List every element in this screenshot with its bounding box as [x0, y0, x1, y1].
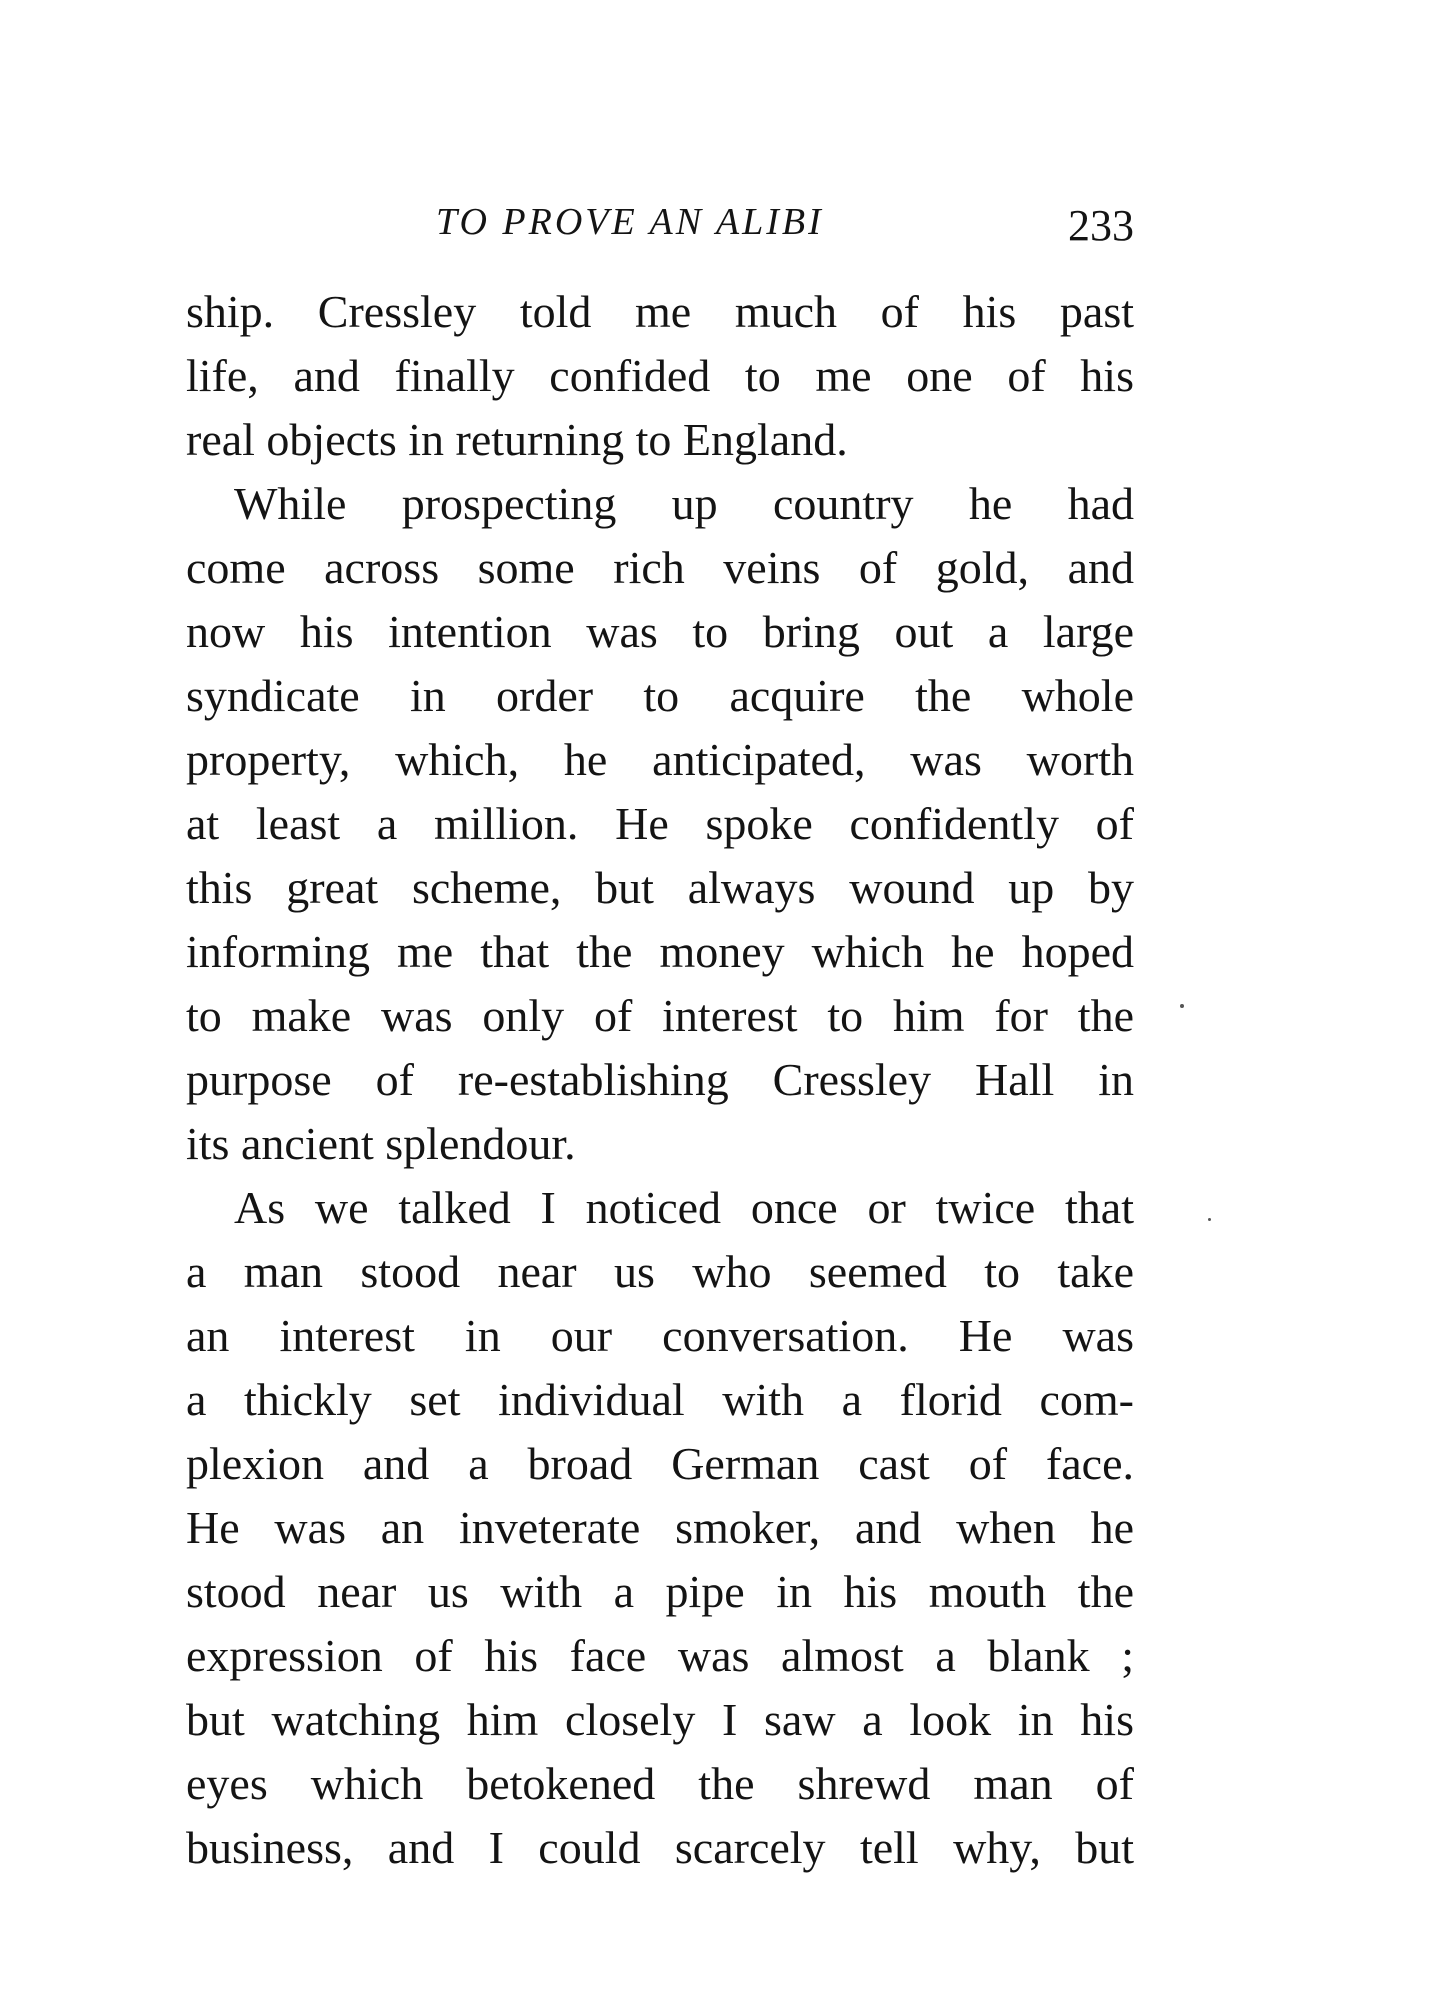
stray-ink-dot	[1208, 1218, 1211, 1221]
page-number: 233	[1068, 201, 1134, 250]
text-line: business, and I could scarcely tell why, but	[186, 1822, 1134, 1873]
text-line: come across some rich veins of gold, and	[186, 542, 1134, 593]
text-line: real objects in returning to England.	[186, 414, 848, 465]
text-line: its ancient splendour.	[186, 1118, 576, 1169]
running-title: TO PROVE AN ALIBI	[436, 201, 824, 243]
text-line: at least a million. He spoke confidently of	[186, 798, 1134, 849]
stray-ink-dot	[1180, 1004, 1184, 1008]
text-line: a man stood near us who seemed to take	[186, 1246, 1134, 1297]
text-line: stood near us with a pipe in his mouth the	[186, 1566, 1134, 1617]
text-line: plexion and a broad German cast of face.	[186, 1438, 1134, 1489]
text-line: property, which, he anticipated, was worth	[186, 734, 1134, 785]
text-line: eyes which betokened the shrewd man of	[186, 1758, 1134, 1809]
paragraph-start-line: As we talked I noticed once or twice that	[234, 1182, 1134, 1233]
text-line: informing me that the money which he hoped	[186, 926, 1134, 977]
paragraph-start-line: While prospecting up country he had	[234, 478, 1134, 529]
text-line: ship. Cressley told me much of his past	[186, 286, 1134, 337]
body-text	[186, 280, 1134, 1880]
text-line: syndicate in order to acquire the whole	[186, 670, 1134, 721]
text-line: but watching him closely I saw a look in his	[186, 1694, 1134, 1745]
text-line: purpose of re-establishing Cressley Hall in	[186, 1054, 1134, 1105]
text-line: He was an inveterate smoker, and when he	[186, 1502, 1134, 1553]
text-line: life, and finally confided to me one of his	[186, 350, 1134, 401]
text-line: now his intention was to bring out a large	[186, 606, 1134, 657]
text-line: to make was only of interest to him for the	[186, 990, 1134, 1041]
running-head	[186, 198, 1134, 258]
text-line: a thickly set individual with a florid com-	[186, 1374, 1134, 1425]
text-line: an interest in our conversation. He was	[186, 1310, 1134, 1361]
text-line: expression of his face was almost a blank ;	[186, 1630, 1134, 1681]
text-line: this great scheme, but always wound up by	[186, 862, 1134, 913]
